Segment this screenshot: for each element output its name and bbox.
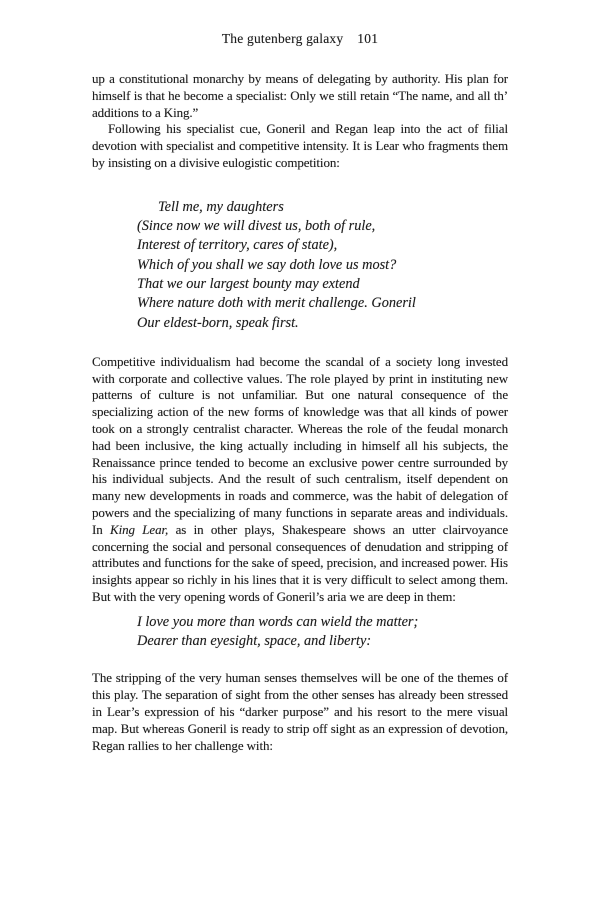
page-number: 101 [357, 31, 379, 46]
quote-line: Tell me, my daughters [158, 198, 284, 215]
quote-line: Interest of territory, cares of state), [137, 237, 338, 254]
quote-line: Where nature doth with merit challenge. Goneril [137, 295, 416, 312]
quote-line: I love you more than words can wield the matter; [137, 613, 419, 630]
text-block [92, 71, 508, 754]
quote-line: Dearer than eyesight, space, and liberty: [137, 633, 372, 650]
paragraph-competitive-individualism: Competitive individualism had become the scandal of a society long invested with corporate and collective values. The role played by print in instituting new patterns of culture is not unfamiliar. But one natural consequence of the specializing action of the new forms of knowledge was that all kinds of power took on a strongly centralist character. Whereas the role of the feudal monarch had been inclusive, the king actually including in himself all his subjects, the Renaissance prince tended to become an exclusive power centre surrounded by his individual subjects. And the result of such centralism, itself dependent on many new developments in roads and commerce, was the habit of delegation of powers and the specializing of many functions in separate areas and individuals. In King Lear, as in other plays, Shakespeare shows an utter clairvoyance concerning the social and personal consequences of denudation and stripping of attributes and functions for the sake of speed, precision, and increased power. His insights appear so richly in his lines that it is very difficult to select among them. But with the very opening words of Goneril’s aria we are deep in them: [92, 353, 509, 605]
quote-line: (Since now we will divest us, both of rule, [137, 218, 376, 235]
running-title: The gutenberg galaxy [221, 31, 344, 46]
quote-line: That we our largest bounty may extend [137, 275, 360, 292]
quote-line: Which of you shall we say doth love us most? [137, 256, 397, 273]
paragraph-following-cue: Following his specialist cue, Goneril and Regan leap into the act of filial devotion with specialist and competitive intensity. It is Lear who fragments them by insisting on a divisive eulogistic competition: [92, 121, 508, 170]
paragraph-continuation: up a constitutional monarchy by means of delegating by authority. His plan for himself is that he become a specialist: Only we still retain “The name, and all th’ additions to a King.” [92, 71, 508, 120]
verse-quote-lear [137, 198, 508, 333]
quote-line: Our eldest-born, speak first. [137, 314, 299, 331]
page-header [92, 30, 508, 47]
verse-quote-goneril [137, 613, 508, 652]
paragraph-stripping-senses: The stripping of the very human senses themselves will be one of the themes of this play. The separation of sight from the other senses has already been stressed in Lear’s expression of his “darker purpose” and his resort to the mere visual map. But whereas Goneril is ready to strip off sight as an expression of devotion, Regan rallies to her challenge with: [92, 670, 508, 753]
